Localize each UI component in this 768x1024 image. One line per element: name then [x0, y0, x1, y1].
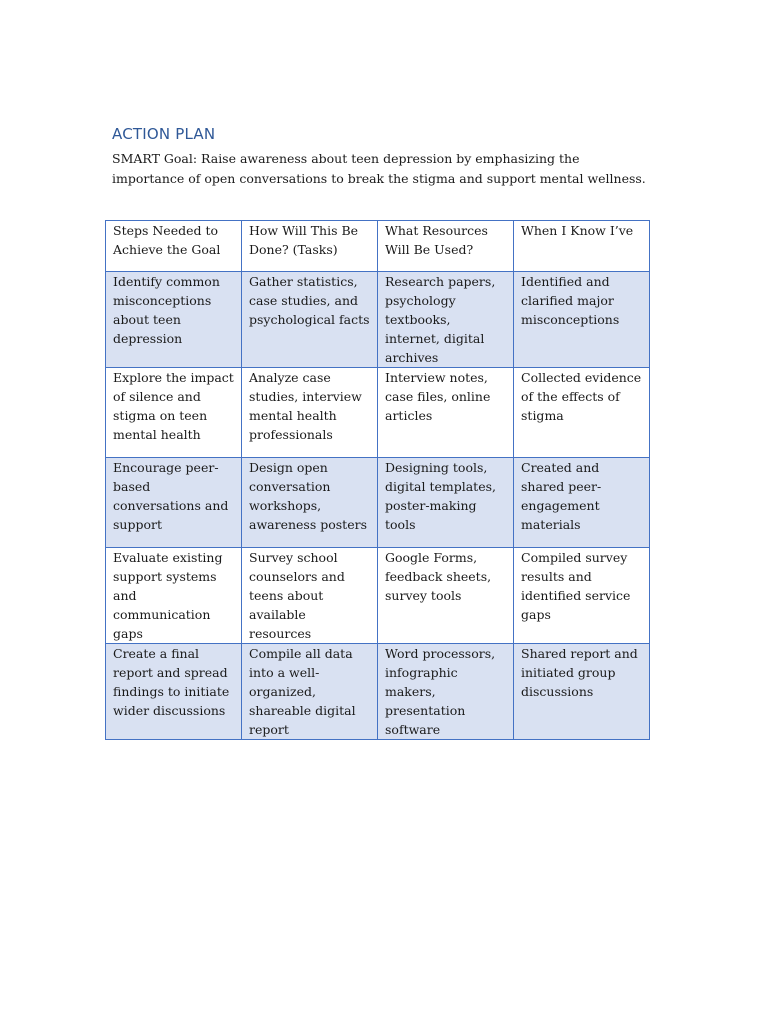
table-cell [106, 644, 242, 740]
table-cell [106, 368, 242, 458]
completion-text: Shared report and initiated group discussions [521, 646, 638, 699]
table-row [106, 368, 650, 458]
completion-text: Created and shared peer-engagement materials [521, 460, 602, 532]
action-plan-table [105, 220, 650, 740]
header-cell-steps [106, 221, 242, 272]
table-cell [378, 272, 514, 368]
completion-text: Collected evidence of the effects of stigma [521, 370, 642, 423]
task-text: Gather statistics, case studies, and psychological facts [249, 274, 370, 327]
completion-text: Identified and clarified major misconceptions [521, 274, 620, 327]
table-cell [514, 272, 650, 368]
step-text: Encourage peer-based conversations and support [113, 460, 229, 532]
table-cell [242, 368, 378, 458]
header-cell-resources [378, 221, 514, 272]
table-row [106, 272, 650, 368]
step-text: Explore the impact of silence and stigma on teen mental health [113, 370, 234, 442]
table-row [106, 644, 650, 740]
smart-goal-text: SMART Goal: Raise awareness about teen depression by emphasizing the importance of open conversations to break the stigma and support mental wellness. [112, 151, 646, 186]
table-cell [378, 458, 514, 548]
header-cell-tasks [242, 221, 378, 272]
table-cell [378, 644, 514, 740]
table-cell [514, 458, 650, 548]
table-cell [106, 458, 242, 548]
table-cell [242, 644, 378, 740]
table-cell [242, 458, 378, 548]
table-cell [514, 644, 650, 740]
table-cell [106, 272, 242, 368]
step-text: Identify common misconceptions about teen depression [113, 274, 220, 346]
header-cell-completion [514, 221, 650, 272]
table-cell [106, 548, 242, 644]
task-text: Design open conversation workshops, awareness posters [249, 460, 367, 532]
task-text: Analyze case studies, interview mental health professionals [249, 370, 362, 442]
table-cell [378, 368, 514, 458]
table-cell [378, 548, 514, 644]
header-tasks-label: How Will This Be Done? (Tasks) [249, 223, 359, 257]
step-text: Evaluate existing support systems and communication gaps [113, 550, 223, 641]
page-title: ACTION PLAN [112, 125, 216, 143]
step-text: Create a final report and spread findings to initiate wider discussions [113, 646, 230, 718]
completion-text: Compiled survey results and identified service gaps [521, 550, 631, 622]
resource-text: Designing tools, digital templates, poster-making tools [385, 460, 496, 532]
table-header-row [106, 221, 650, 272]
table-row [106, 548, 650, 644]
resource-text: Word processors, infographic makers, presentation software [385, 646, 496, 737]
header-steps-label: Steps Needed to Achieve the Goal [113, 223, 221, 257]
table-cell [242, 548, 378, 644]
resource-text: Interview notes, case files, online articles [385, 370, 491, 423]
table-cell [514, 368, 650, 458]
table-row [106, 458, 650, 548]
task-text: Survey school counselors and teens about available resources [249, 550, 345, 641]
header-resources-label: What Resources Will Be Used? [385, 223, 488, 257]
resource-text: Google Forms, feedback sheets, survey tools [385, 550, 492, 603]
header-completion-label: When I Know I’ve [521, 223, 634, 238]
table-cell [242, 272, 378, 368]
task-text: Compile all data into a well-organized, shareable digital report [249, 646, 356, 737]
resource-text: Research papers, psychology textbooks, internet, digital archives [385, 274, 496, 365]
table-cell [514, 548, 650, 644]
